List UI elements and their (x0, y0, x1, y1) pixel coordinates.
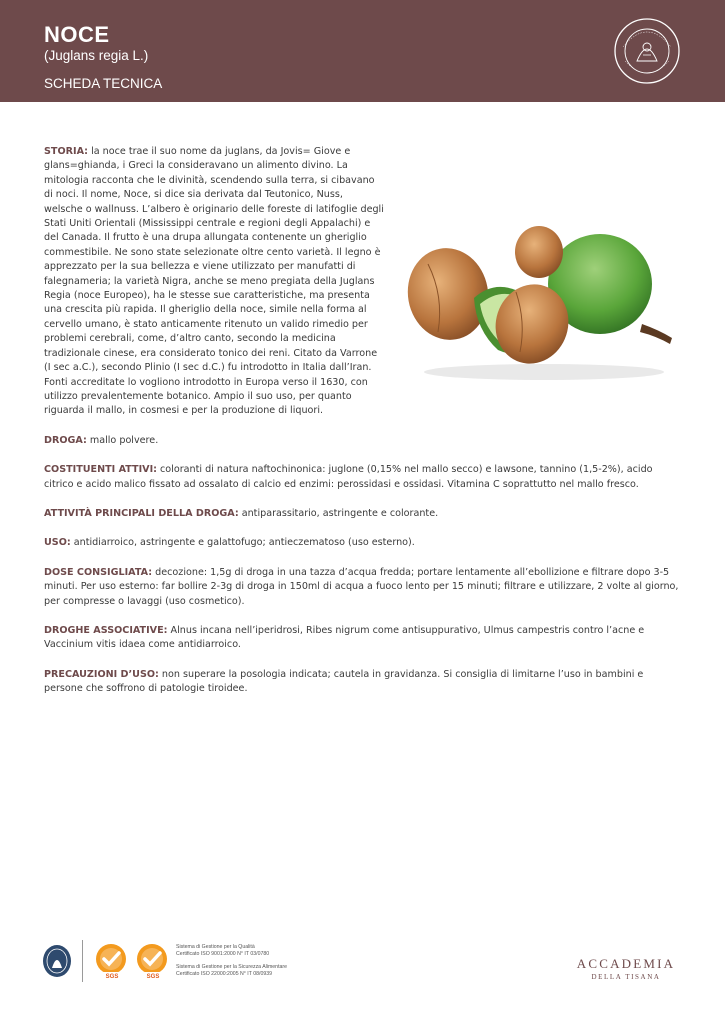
badge-text: SGS (146, 974, 160, 980)
brand-subname: DELLA TISANA (591, 973, 661, 981)
section-text: mallo polvere. (86, 434, 159, 446)
sgs-certification-badge-icon (133, 942, 171, 980)
walnut-photo (404, 212, 680, 384)
section-text: non superare la posologia indicata; cautela in gravidanza. Si consiglia di limitarne l’uso in bambini e persone che soffrono di patologie tiroidee. (44, 668, 644, 695)
section-precauzioni (44, 668, 680, 697)
section-costituenti (44, 463, 680, 492)
section-text: antiparassitario, astringente e colorante. (238, 507, 439, 519)
brand-name: ACCADEMIA (576, 956, 676, 971)
document-type: SCHEDA TECNICA (44, 76, 163, 91)
botanical-name: (Juglans regia L.) (44, 48, 149, 63)
cert-line: Certificato ISO 22000:2005 N° IT 08/0939 (176, 970, 272, 977)
sgs-certification-badge-icon (92, 942, 130, 980)
section-droghe-associative (44, 624, 680, 653)
accademia-emblem-icon (42, 944, 72, 978)
section-label: COSTITUENTI ATTIVI: (44, 464, 157, 476)
section-label: DROGA: (44, 434, 87, 446)
section-storia (44, 145, 384, 419)
section-text: Alnus incana nell’iperidrosi, Ribes nigrum come antisuppurativo, Ulmus campestris contro l’acne e Vaccinium vitis idaea come antidiarroico. (44, 624, 645, 651)
section-label: ATTIVITÀ PRINCIPALI DELLA DROGA: (44, 507, 239, 519)
section-label: DROGHE ASSOCIATIVE: (44, 624, 168, 636)
section-dose (44, 566, 680, 609)
section-attivita (44, 507, 680, 521)
cert-line: Certificato ISO 9001:2000 N° IT 03/0780 (176, 950, 270, 957)
footer-divider (82, 940, 83, 982)
section-text: antidiarroico, astringente e galattofugo; antieczematoso (uso esterno). (70, 537, 415, 549)
accademia-seal-icon (613, 17, 681, 85)
certification-quality (176, 944, 269, 957)
section-label: PRECAUZIONI D’USO: (44, 668, 159, 680)
section-text: coloranti di natura naftochinonica: juglone (0,15% nel mallo secco) e lawsone, tannino (1,5-2%), acido citrico e acido malico fissato ad ossalato di calcio ed enzimi: perossidasi e ossidasi. Vitamina C soprattutto nel mallo fresco. (44, 464, 653, 490)
page-title: NOCE (44, 22, 110, 47)
section-label: USO: (44, 537, 71, 549)
brand-wordmark (566, 956, 686, 981)
cert-line: Sistema di Gestione per la Qualità (176, 944, 255, 950)
section-label: STORIA: (44, 146, 89, 157)
section-text: decozione: 1,5g di droga in una tazza d’acqua fredda; portare lentamente all’ebollizione e filtrare dopo 3-5 minuti. Per uso esterno: far bollire 2-3g di droga in 150ml di acqua a fuoco lento per 15 minuti; filtrare e utilizzare, 2 volte al giorno, per compresse o lavaggi (uso cosmetico). (44, 566, 679, 607)
section-droga (44, 434, 680, 448)
section-text: la noce trae il suo nome da juglans, da Jovis= Giove e glans=ghianda, i Greci la consideravano un alimento divino. La mitologia racconta che le divinità, scendendo sulla terra, si cibavano di noci. Il nome, Noce, si dice sia derivata dal Teutonico, Nuss, welsche o wallnuss. L’albero è originario delle foreste di latifoglie degli Stati Uniti Orientali (Mississippi centrale e regioni degli Appalachi) e del Canada. Il frutto è una drupa allungata contenente un gheriglio commestibile. Ne sono state selezionate oltre cento varietà. Il legno è apprezzato per la sua bellezza e viene utilizzato per manufatti di falegnameria; la varietà Nigra, anche se meno pregiata della Juglans Regia (noce Europeo), ha le stesse sue caratteristiche, ma presenta una crescita più rapida. Il gheriglio della noce, simile nella forma al cervello umano, è stato anticamente ritenuto un valido rimedio per problemi cerebrali, come, d’altro canto, secondo la medicina tradizionale cinese, era considerato tonico dei reni. Citato da Varrone (I sec a.C.), secondo Plinio (I sec d.C.) fu introdotto in Italia dall’Iran. Fonti accreditate lo vogliono introdotto in Europa verso il 1630, con utilizzo prevalentemente botanico. Ampio il suo uso, per quanto riguarda il mallo, in cosmesi e per la produzione di liquori. (44, 146, 384, 417)
section-label: DOSE CONSIGLIATA: (44, 566, 153, 578)
badge-text: SGS (105, 974, 119, 980)
header-band (0, 0, 725, 102)
section-uso (44, 536, 680, 550)
certification-food-safety (176, 964, 287, 977)
cert-line: Sistema di Gestione per la Sicurezza Alimentare (176, 964, 288, 970)
